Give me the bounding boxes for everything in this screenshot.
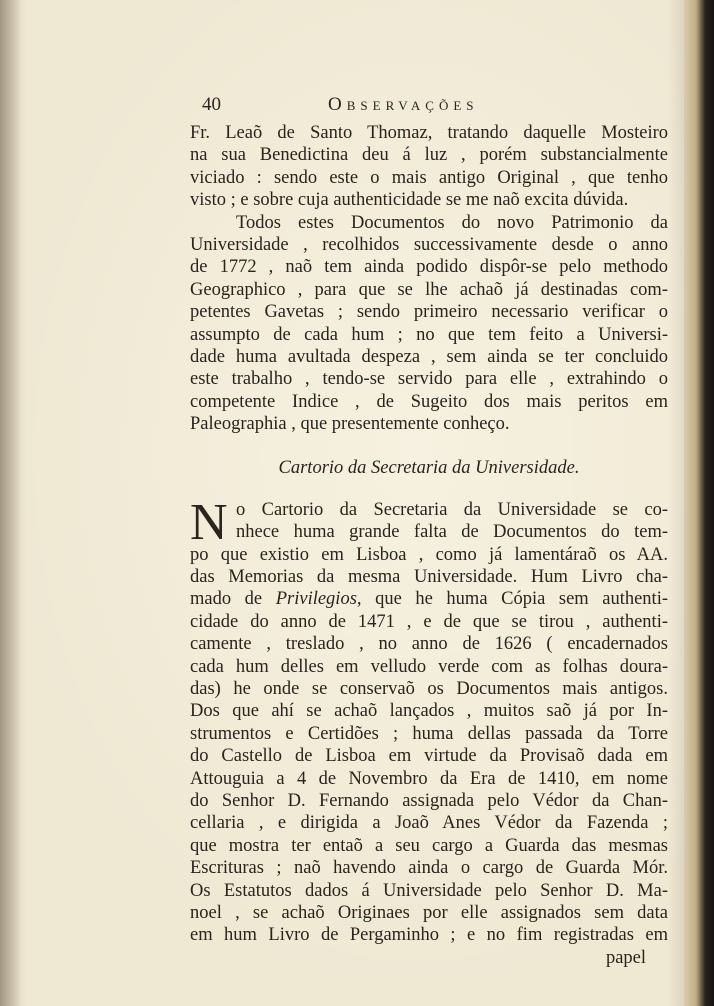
- text-line: Todos estes Documentos do novo Patrimonio da: [236, 212, 668, 233]
- section-heading: Cartorio da Secretaria da Universidade.: [278, 457, 580, 478]
- spine-shadow: [0, 0, 22, 1006]
- text-line: do Castello de Lisboa em virtude da Provisaõ dada em: [190, 746, 668, 767]
- page-content: [190, 92, 668, 969]
- text-line: o Cartorio da Secretaria da Universidade se co-: [236, 499, 668, 520]
- text-line: cidade do anno de 1471 , e de que se tirou , authenti-: [190, 611, 668, 632]
- text-line: Escrituras ; naõ havendo ainda o cargo de Guarda Mór.: [190, 858, 668, 879]
- text-line: strumentos e Certidões ; huma dellas passada da Torre: [190, 723, 668, 744]
- text-line: dade huma avultada despeza , sem ainda se ter concluido: [190, 347, 668, 368]
- text-line: petentes Gavetas ; sendo primeiro necessario verificar o: [190, 302, 668, 323]
- paragraph-2: [190, 212, 668, 436]
- text-line: cellaria , e dirigida a Joaõ Anes Védor da Fazenda ;: [190, 813, 668, 834]
- page-edge: [684, 0, 714, 1006]
- text-segment: mado de: [190, 589, 276, 610]
- text-line: visto ; e sobre cuja authenticidade se me naõ excita dúvida.: [190, 190, 629, 211]
- page-number: 40: [202, 94, 221, 115]
- text-line: Os Estatutos dados á Universidade pelo Senhor D. Ma-: [190, 880, 668, 901]
- text-line: em hum Livro de Pergaminho ; e no fim registradas em: [190, 925, 668, 946]
- text-line: cada hum delles em velludo verde com as folhas doura-: [190, 656, 668, 677]
- paragraph-3: [190, 493, 668, 947]
- text-segment: , que he huma Cópia sem authenti-: [356, 589, 668, 610]
- text-line: po que existio em Lisboa , como já lamentáraõ os AA.: [190, 544, 668, 565]
- text-line: das) he onde se conservaõ os Documentos mais antigos.: [190, 678, 668, 699]
- catchword: papel: [605, 947, 646, 968]
- text-line: competente Indice , de Sugeito dos mais peritos em: [190, 391, 668, 412]
- text-line: noel , se achaõ Originaes por elle assignados sem data: [190, 903, 668, 923]
- text-line: Geographico , para que se lhe achaõ já destinadas com-: [190, 279, 668, 300]
- italic-term: Privilegios: [275, 589, 357, 610]
- text-line: Universidade , recolhidos successivamente desde o anno: [190, 235, 668, 256]
- text-line: [190, 588, 668, 610]
- running-head-title: Observações: [328, 94, 479, 115]
- drop-cap: N: [190, 493, 228, 551]
- text-line: camente , treslado , no anno de 1626 ( encadernados: [190, 634, 668, 655]
- text-line: assumpto de cada hum ; no que tem feito a Universi-: [190, 324, 668, 345]
- text-line: Paleographia , que presentemente conheço.: [190, 414, 510, 435]
- text-line: Fr. Leaõ de Santo Thomaz, tratando daquelle Mosteiro: [190, 123, 668, 143]
- text-line: Dos que ahí se achaõ lançados , muitos saõ já por In-: [190, 701, 668, 722]
- text-line: nhece huma grande falta de Documentos do tem-: [236, 522, 668, 543]
- text-line: que mostra ter entaõ a seu cargo a Guarda das mesmas: [190, 835, 668, 856]
- text-line: viciado : sendo este o mais antigo Original , que tenho: [190, 167, 668, 188]
- running-head: [190, 92, 668, 122]
- text-line: do Senhor D. Fernando assignada pelo Védor da Chan-: [190, 790, 668, 811]
- text-line: na sua Benedictina deu á luz , porém substancialmente: [190, 145, 668, 166]
- text-line: das Memorias da mesma Universidade. Hum Livro cha-: [190, 566, 668, 587]
- text-line: de 1772 , naõ tem ainda podido dispôr-se pelo methodo: [190, 257, 668, 278]
- text-line: este trabalho , tendo-se servido para elle , extrahindo o: [190, 369, 668, 390]
- text-line: Attouguia a 4 de Novembro da Era de 1410, em nome: [190, 768, 668, 789]
- paragraph-1: [190, 122, 668, 212]
